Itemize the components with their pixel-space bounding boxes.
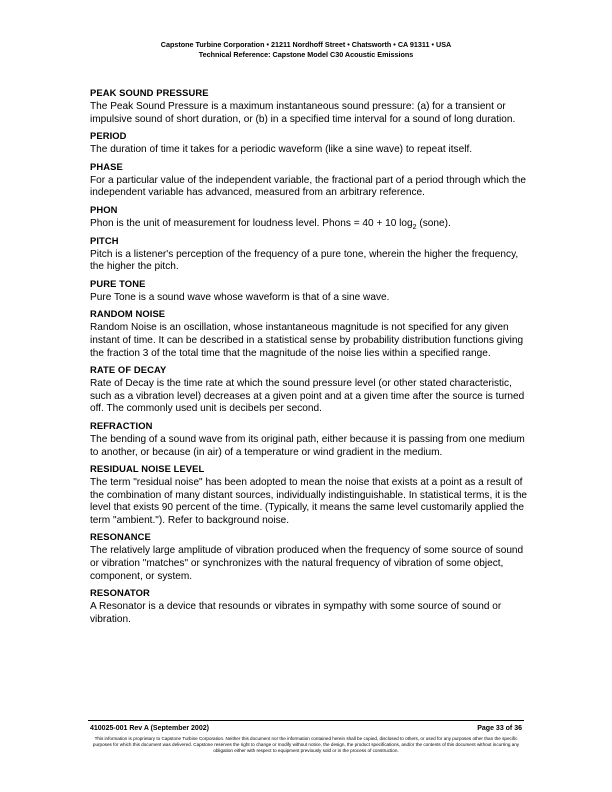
definition-refraction: The bending of a sound wave from its original path, either because it is passing from one medium to another, or because (in air) of a temperature or wind gradient in the medium. [90, 433, 525, 458]
definition-resonance: The relatively large amplitude of vibration produced when the frequency of some source of sound or vibration "matches" or synchronizes with the natural frequency of vibration of some object, component, or system. [90, 545, 524, 582]
term-peak-sound-pressure: PEAK SOUND PRESSURE [90, 87, 209, 98]
definition-phon [90, 218, 530, 231]
footer-proprietary-notice: This information is proprietary to Capstone Turbine Corporation. Neither this document nor the information contained herein shall be copied, disclosed to others, or used for any purposes other than the specific purposes for which this document was delivered. Capstone reserves the right to change or modify without notice, the design, the product specifications, and/or the contents of this document without incurring any obligation either with respect to equipment previously sold or in the process of construction. [92, 736, 520, 753]
term-resonator: RESONATOR [90, 587, 150, 599]
term-residual-noise-level: RESIDUAL NOISE LEVEL [90, 463, 205, 475]
term-random-noise: RANDOM NOISE [90, 308, 166, 320]
definition-random-noise: Random Noise is an oscillation, whose instantaneous magnitude is not specified for any given instant of time. It can be described in a statistical sense by probability distribution functions giving the fraction 3 of the total time that the magnitude of the noise lies within a specified range. [90, 322, 524, 359]
term-resonance: RESONANCE [90, 531, 151, 543]
definition-peak-sound-pressure: The Peak Sound Pressure is a maximum instantaneous sound pressure: (a) for a transient or impulsive sound of short duration, or (b) in a specified time interval for a sound of long duration. [90, 101, 516, 125]
definition-period: The duration of time it takes for a periodic waveform (like a sine wave) to repeat itself. [90, 144, 473, 156]
definition-pure-tone: Pure Tone is a sound wave whose waveform is that of a sine wave. [90, 291, 390, 303]
term-pitch: PITCH [90, 234, 119, 246]
header-company-line: Capstone Turbine Corporation • 21211 Nordhoff Street • Chatsworth • CA 91311 • USA [160, 40, 452, 49]
definition-pitch: Pitch is a listener's perception of the frequency of a pure tone, wherein the higher the frequency, the higher the pitch. [90, 248, 519, 273]
definition-rate-of-decay: Rate of Decay is the time rate at which the sound pressure level (or other stated characteristic, such as a vibration level) decreases at a given point and at a given time after the source is turned off. The commonly used unit is decibels per second. [90, 378, 525, 415]
definition-residual-noise-level: The term "residual noise" has been adopted to mean the noise that exists at a point as a result of the combination of many distant sources, individually indistinguishable. In statistical terms, it is the level that exists 90 percent of the time. (Typically, it means the same level customarily applied the term "ambient."). Refer to background noise. [90, 477, 528, 526]
page-footer [90, 724, 522, 733]
phon-log-base: 2 [412, 223, 417, 231]
term-period: PERIOD [90, 130, 127, 142]
term-pure-tone: PURE TONE [90, 277, 146, 289]
footer-page-number: Page 33 of 36 [477, 725, 522, 732]
term-phase: PHASE [90, 160, 123, 172]
term-rate-of-decay: RATE OF DECAY [90, 364, 167, 376]
definition-resonator: A Resonator is a device that resounds or vibrates in sympathy with some source of sound or vibration. [90, 601, 502, 625]
page-header [0, 40, 612, 59]
term-phon: PHON [90, 203, 118, 215]
header-document-title: Technical Reference: Capstone Model C30 Acoustic Emissions [198, 49, 414, 59]
term-refraction: REFRACTION [90, 419, 153, 431]
phon-formula-end: (sone). [416, 217, 451, 229]
footer-document-id: 410025-001 Rev A (September 2002) [90, 725, 209, 732]
phon-formula-text: Phon is the unit of measurement for loudness level. Phons = 40 + 10 log [90, 217, 413, 229]
footer-divider [88, 720, 524, 721]
definition-phase: For a particular value of the independent variable, the fractional part of a period through which the independent variable has advanced, measured from an arbitrary reference. [90, 174, 526, 199]
glossary-content [90, 87, 530, 630]
